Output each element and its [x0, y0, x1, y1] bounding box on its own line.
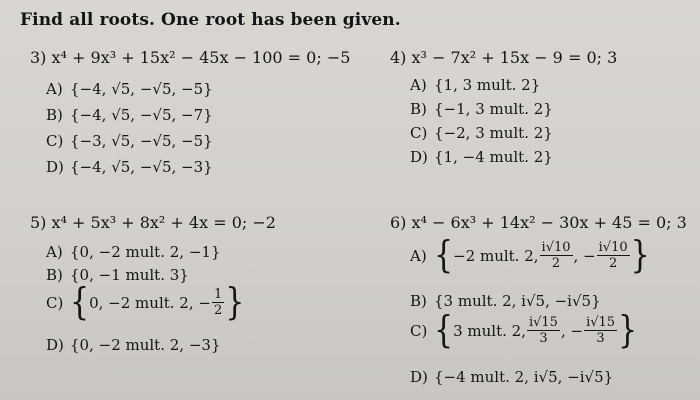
option-label: C)	[410, 321, 428, 340]
question-6-option-a[interactable]	[410, 233, 650, 277]
fraction-denominator: 3	[596, 331, 605, 346]
fraction-numerator: i√10	[541, 240, 571, 255]
option-value: {−4, √5, −√5, −5}	[70, 80, 213, 98]
question-4-option-a[interactable]	[410, 76, 540, 94]
close-brace: }	[225, 280, 245, 324]
option-value: {−3, √5, −√5, −5}	[70, 132, 213, 150]
question-6-prompt: 6) x⁴ − 6x³ + 14x² − 30x + 45 = 0; 3	[390, 213, 687, 232]
question-4-option-b[interactable]	[410, 100, 553, 118]
question-3-option-a[interactable]	[46, 80, 213, 98]
fraction-numerator: i√15	[528, 315, 558, 330]
question-3-option-c[interactable]	[46, 132, 213, 150]
option-separator: , −	[573, 246, 596, 265]
close-brace: }	[618, 308, 638, 352]
option-label: C)	[410, 124, 428, 142]
question-3-option-d[interactable]	[46, 158, 213, 176]
fraction-denominator: 2	[608, 256, 618, 271]
option-value: {0, −2 mult. 2, −1}	[70, 243, 221, 261]
fraction-denominator: 2	[213, 303, 223, 318]
option-value: {−4, √5, −√5, −7}	[70, 106, 213, 124]
fraction-denominator: 2	[551, 256, 561, 271]
open-brace: {	[70, 280, 90, 324]
option-value: {−4 mult. 2, i√5, −i√5}	[434, 368, 614, 386]
fraction-1	[527, 315, 560, 346]
option-value: {1, −4 mult. 2}	[434, 148, 553, 166]
option-value: {−1, 3 mult. 2}	[434, 100, 553, 118]
open-brace: {	[434, 233, 454, 277]
option-label: A)	[410, 76, 427, 94]
option-value: {0, −1 mult. 3}	[70, 266, 189, 284]
option-value: {−2, 3 mult. 2}	[434, 124, 553, 142]
question-4-option-d[interactable]	[410, 148, 553, 166]
option-value: {0, −2 mult. 2, −3}	[70, 336, 221, 354]
option-value: {3 mult. 2, i√5, −i√5}	[434, 292, 601, 310]
fraction-numerator: i√15	[586, 315, 616, 330]
option-label: C)	[46, 293, 64, 312]
option-label: B)	[46, 266, 63, 284]
option-label: B)	[46, 106, 63, 124]
option-label: B)	[410, 100, 427, 118]
question-3-prompt: 3) x⁴ + 9x³ + 15x² − 45x − 100 = 0; −5	[30, 48, 351, 67]
option-label: D)	[46, 158, 64, 176]
fraction-2	[584, 315, 617, 346]
fraction-numerator: 1	[213, 287, 223, 302]
option-label: B)	[410, 292, 427, 310]
option-label: A)	[46, 80, 63, 98]
question-5-option-a[interactable]	[46, 243, 220, 261]
question-5-option-c[interactable]	[46, 280, 245, 324]
option-label: D)	[410, 368, 428, 386]
fraction-numerator: i√10	[598, 240, 628, 255]
question-5-option-b[interactable]	[46, 266, 189, 284]
option-label: C)	[46, 132, 64, 150]
question-5-option-d[interactable]	[46, 336, 220, 354]
option-label: D)	[410, 148, 428, 166]
question-6-option-c[interactable]	[410, 308, 638, 352]
close-brace: }	[630, 233, 650, 277]
question-4-option-c[interactable]	[410, 124, 553, 142]
fraction-1	[540, 240, 573, 271]
question-6-option-d[interactable]	[410, 368, 613, 386]
fraction-denominator: 3	[539, 331, 548, 346]
question-4-prompt: 4) x³ − 7x² + 15x − 9 = 0; 3	[390, 48, 618, 67]
question-5-prompt: 5) x⁴ + 5x³ + 8x² + 4x = 0; −2	[30, 213, 276, 232]
fraction-2	[597, 240, 630, 271]
question-6-option-b[interactable]	[410, 292, 601, 310]
option-value: {1, 3 mult. 2}	[434, 76, 541, 94]
option-label: A)	[46, 243, 63, 261]
option-prefix: 0, −2 mult. 2, −	[89, 293, 211, 312]
open-brace: {	[434, 308, 454, 352]
option-prefix: −2 mult. 2,	[453, 246, 539, 265]
option-separator: , −	[560, 321, 584, 340]
page-title: Find all roots. One root has been given.	[20, 10, 401, 30]
fraction	[212, 287, 224, 318]
option-label: A)	[410, 246, 427, 265]
option-value: {−4, √5, −√5, −3}	[70, 158, 213, 176]
question-3-option-b[interactable]	[46, 106, 213, 124]
option-label: D)	[46, 336, 64, 354]
option-prefix: 3 mult. 2,	[453, 321, 526, 340]
